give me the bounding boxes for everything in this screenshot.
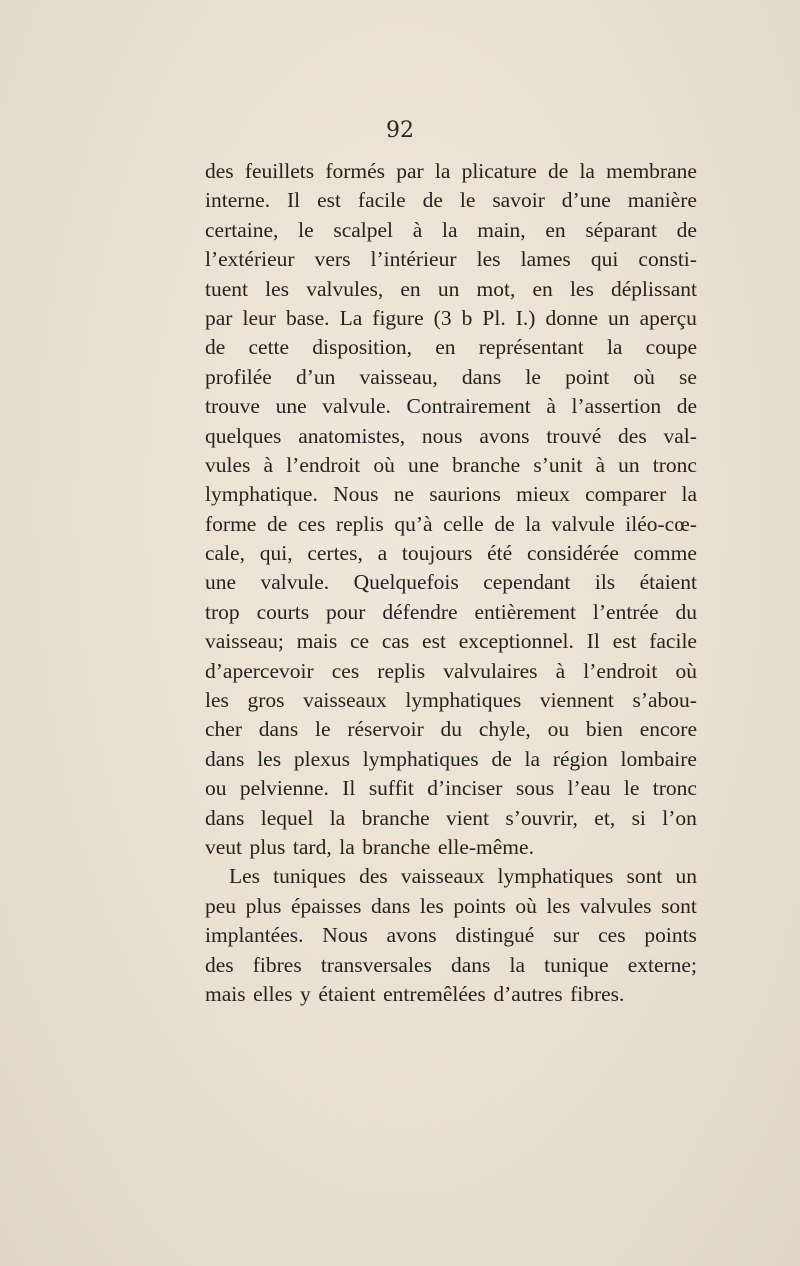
- word: l’extérieur: [205, 247, 295, 272]
- word: est: [422, 629, 446, 654]
- word: pour: [326, 599, 366, 624]
- text-line: [205, 774, 697, 803]
- text-line: [205, 745, 697, 774]
- word: branche: [362, 834, 431, 859]
- word: branche: [361, 805, 430, 830]
- word: à: [546, 394, 556, 419]
- word: le: [298, 217, 314, 242]
- word: valvule.: [322, 394, 391, 419]
- word: est: [612, 629, 637, 654]
- text-line: [205, 862, 697, 891]
- text-line: [205, 275, 697, 304]
- word: des: [359, 864, 388, 889]
- word: vules: [205, 452, 251, 477]
- word: vaisseaux: [400, 864, 485, 889]
- text-line: [205, 627, 697, 656]
- word: d’un: [295, 364, 336, 389]
- text-line: [205, 598, 697, 627]
- word: branche: [452, 452, 521, 477]
- word: suffit: [368, 776, 414, 801]
- word: en: [435, 335, 456, 360]
- word: cependant: [483, 570, 571, 595]
- word: l’endroit: [286, 452, 361, 477]
- word: de: [266, 511, 288, 536]
- word: Nous: [333, 482, 379, 507]
- word: mieux: [516, 482, 570, 507]
- word: par: [205, 305, 233, 330]
- word: donne: [545, 305, 599, 330]
- word: facile: [357, 188, 406, 213]
- word: un: [675, 864, 697, 889]
- word: tard,: [292, 834, 332, 859]
- word: considérée: [526, 541, 619, 566]
- word: en: [532, 276, 553, 301]
- word: valvules: [579, 893, 652, 918]
- word: valvule.: [260, 570, 330, 595]
- word: courts: [256, 599, 310, 624]
- word: d’autres: [493, 981, 563, 1006]
- word: implantées.: [205, 923, 304, 948]
- word: entièrement: [474, 599, 576, 624]
- word: consti-: [638, 247, 697, 272]
- word: la: [434, 159, 451, 183]
- word: la: [606, 335, 623, 360]
- word: saurions: [429, 482, 501, 507]
- word: vaisseau;: [205, 629, 284, 654]
- word: trouve: [205, 394, 260, 419]
- word: I.): [515, 305, 536, 330]
- word: Les: [229, 864, 261, 889]
- word: sont: [661, 893, 697, 918]
- text-line: [205, 157, 697, 186]
- word: Pl.: [482, 305, 506, 330]
- word: d’apercevoir: [205, 658, 314, 683]
- word: épaisses: [290, 893, 362, 918]
- text-line: [205, 451, 697, 480]
- word: avons: [386, 923, 437, 948]
- word: membrane: [606, 159, 697, 183]
- word: Nous: [322, 923, 368, 948]
- word: les: [419, 893, 444, 918]
- word: val-: [663, 423, 697, 448]
- word: sur: [553, 923, 580, 948]
- word: la: [524, 746, 541, 771]
- text-line: [205, 833, 697, 862]
- word: fibres: [252, 952, 302, 977]
- word: nous: [421, 423, 463, 448]
- word: de: [422, 188, 443, 213]
- word: où: [633, 364, 655, 389]
- word: les: [205, 688, 229, 713]
- word: du: [675, 599, 697, 624]
- word: mais: [296, 629, 338, 654]
- word: lymphatiques: [405, 688, 522, 713]
- word: la: [442, 217, 458, 242]
- word: défendre: [382, 599, 458, 624]
- word: distingué: [455, 923, 535, 948]
- word: plicature: [461, 159, 537, 183]
- word: tronc: [652, 452, 697, 477]
- word: lymphatique.: [205, 482, 318, 507]
- word: lequel: [260, 805, 314, 830]
- text-line: [205, 686, 697, 715]
- word: vient: [445, 805, 489, 830]
- word: exceptionnel.: [458, 629, 574, 654]
- text-line: [205, 568, 697, 597]
- word: points: [453, 893, 506, 918]
- word: qui,: [259, 541, 293, 566]
- word: certes,: [307, 541, 363, 566]
- word: les: [265, 276, 290, 301]
- word: chyle,: [478, 717, 531, 742]
- word: dans: [370, 893, 411, 918]
- word: entremêlées: [383, 981, 486, 1006]
- word: de: [676, 217, 697, 242]
- word: (3: [433, 305, 452, 330]
- word: figure: [372, 305, 424, 330]
- word: savoir: [492, 188, 545, 213]
- word: anatomistes,: [298, 423, 406, 448]
- text-line: [205, 715, 697, 744]
- word: où: [515, 893, 537, 918]
- word: lombaire: [620, 746, 697, 771]
- word: les: [257, 746, 282, 771]
- word: tronc: [652, 776, 697, 801]
- text-line: [205, 921, 697, 950]
- page-number: 92: [386, 118, 414, 143]
- word: un: [608, 305, 630, 330]
- word: des: [618, 423, 647, 448]
- word: étaient: [639, 570, 697, 595]
- word: à: [263, 452, 274, 477]
- word: fibres.: [570, 981, 625, 1006]
- word: dans: [205, 746, 245, 771]
- word: iléo-cœ-: [625, 511, 697, 536]
- word: veut: [205, 834, 243, 859]
- word: ne: [393, 482, 414, 507]
- word: gros: [247, 688, 285, 713]
- word: l’eau: [567, 776, 611, 801]
- text-line: [205, 657, 697, 686]
- word: d’une: [561, 188, 611, 213]
- word: une: [205, 570, 237, 595]
- word: lames: [520, 247, 571, 272]
- word: ce: [349, 629, 370, 654]
- word: certaine,: [205, 217, 279, 242]
- word: réservoir: [347, 717, 424, 742]
- word: avons: [479, 423, 530, 448]
- word: dans: [450, 952, 491, 977]
- word: tuent: [205, 276, 248, 301]
- word: cher: [205, 717, 242, 742]
- word: elles: [253, 981, 293, 1006]
- word: à: [595, 452, 605, 477]
- body-text: [205, 157, 697, 1009]
- word: un: [618, 452, 640, 477]
- word: Quelquefois: [353, 570, 459, 595]
- word: externe;: [627, 952, 697, 977]
- word: et,: [594, 805, 616, 830]
- word: trouvé: [546, 423, 602, 448]
- text-line: [205, 510, 697, 539]
- word: celle: [443, 511, 484, 536]
- word: s’ouvrir,: [505, 805, 578, 830]
- word: vers: [314, 247, 351, 272]
- word: la: [509, 952, 525, 977]
- word: si: [631, 805, 646, 830]
- word: le: [459, 188, 476, 213]
- text-line: [205, 804, 697, 833]
- word: de: [491, 746, 512, 771]
- text-line: [205, 480, 697, 509]
- word: l’endroit: [583, 658, 658, 683]
- word: à: [555, 658, 566, 683]
- word: aperçu: [639, 305, 697, 330]
- word: lymphatiques: [497, 864, 614, 889]
- word: tuniques: [273, 864, 346, 889]
- word: les: [569, 276, 594, 301]
- word: cale,: [205, 541, 245, 566]
- word: disposition,: [312, 335, 413, 360]
- word: été: [487, 541, 513, 566]
- word: l’entrée: [592, 599, 659, 624]
- text-line: [205, 980, 697, 1009]
- word: la: [525, 511, 541, 536]
- word: de: [547, 159, 569, 183]
- word: de: [676, 394, 697, 419]
- word: valvulaires: [443, 658, 538, 683]
- word: pelvienne.: [239, 776, 329, 801]
- word: d’inciser: [427, 776, 503, 801]
- word: quelques: [205, 423, 282, 448]
- word: est: [317, 188, 341, 213]
- word: ces: [598, 923, 626, 948]
- text-line: [205, 216, 697, 245]
- word: valvule: [551, 511, 615, 536]
- word: lymphatiques: [362, 746, 479, 771]
- text-line: [205, 333, 697, 362]
- word: la: [681, 482, 697, 507]
- word: en: [400, 276, 421, 301]
- word: plexus: [293, 746, 351, 771]
- word: comparer: [585, 482, 667, 507]
- word: le: [525, 364, 541, 389]
- word: vaisseau,: [359, 364, 438, 389]
- text-line: [205, 892, 697, 921]
- text-line: [205, 422, 697, 451]
- word: La: [339, 305, 363, 330]
- text-line: [205, 245, 697, 274]
- word: séparant: [585, 217, 657, 242]
- word: représentant: [478, 335, 584, 360]
- word: étaient: [318, 981, 376, 1006]
- word: l’assertion: [571, 394, 662, 419]
- word: replis: [377, 658, 426, 683]
- word: Il: [342, 776, 356, 801]
- word: de: [205, 335, 226, 360]
- word: qu’à: [394, 511, 433, 536]
- word: tunique: [544, 952, 609, 977]
- word: formés: [325, 159, 386, 183]
- word: coupe: [645, 335, 697, 360]
- word: du: [440, 717, 463, 742]
- word: s’unit: [533, 452, 583, 477]
- word: main,: [477, 217, 526, 242]
- word: vaisseaux: [303, 688, 387, 713]
- word: la: [339, 834, 355, 859]
- word: elle-même.: [437, 834, 534, 859]
- word: dans: [461, 364, 502, 389]
- text-line: [205, 304, 697, 333]
- text-line: [205, 186, 697, 215]
- word: des: [205, 952, 234, 977]
- word: plus: [245, 893, 282, 918]
- word: l’intérieur: [370, 247, 457, 272]
- word: une: [275, 394, 307, 419]
- word: mais: [205, 981, 246, 1006]
- word: cette: [248, 335, 290, 360]
- word: se: [679, 364, 697, 389]
- word: point: [565, 364, 610, 389]
- word: viennent: [539, 688, 614, 713]
- word: plus: [249, 834, 286, 859]
- word: dans: [205, 805, 245, 830]
- word: les: [546, 893, 571, 918]
- word: Il: [586, 629, 600, 654]
- word: ces: [297, 511, 326, 536]
- word: profilée: [205, 364, 272, 389]
- word: à: [412, 217, 423, 242]
- text-line: [205, 392, 697, 421]
- word: Il: [287, 188, 301, 213]
- word: peu: [205, 893, 237, 918]
- word: par: [396, 159, 424, 183]
- word: région: [552, 746, 608, 771]
- word: interne.: [205, 188, 271, 213]
- text-line: [205, 363, 697, 392]
- text-line: [205, 539, 697, 568]
- word: bien: [585, 717, 623, 742]
- word: mot,: [476, 276, 516, 301]
- word: transversales: [320, 952, 432, 977]
- word: feuillets: [244, 159, 315, 183]
- word: valvules,: [306, 276, 384, 301]
- word: encore: [639, 717, 697, 742]
- word: dans: [258, 717, 299, 742]
- word: ou: [205, 776, 227, 801]
- word: a: [377, 541, 388, 566]
- word: la: [329, 805, 346, 830]
- word: une: [407, 452, 440, 477]
- word: comme: [633, 541, 697, 566]
- word: leur: [242, 305, 276, 330]
- word: Contrairement: [406, 394, 531, 419]
- word: où: [675, 658, 697, 683]
- word: manière: [627, 188, 697, 213]
- word: s’abou-: [632, 688, 697, 713]
- word: facile: [649, 629, 697, 654]
- text-line: [205, 951, 697, 980]
- word: ou: [547, 717, 570, 742]
- word: sont: [626, 864, 663, 889]
- word: l’on: [662, 805, 697, 830]
- word: forme: [205, 511, 257, 536]
- word: sous: [515, 776, 555, 801]
- word: base.: [285, 305, 330, 330]
- word: cas: [381, 629, 410, 654]
- word: y: [300, 981, 311, 1006]
- word: replis: [335, 511, 384, 536]
- word: b: [461, 305, 473, 330]
- word: de: [494, 511, 515, 536]
- word: ils: [594, 570, 616, 595]
- word: qui: [590, 247, 619, 272]
- word: des: [205, 159, 234, 183]
- word: en: [545, 217, 566, 242]
- word: trop: [205, 599, 240, 624]
- word: la: [579, 159, 595, 183]
- word: les: [476, 247, 501, 272]
- word: le: [623, 776, 640, 801]
- word: points: [644, 923, 697, 948]
- word: ces: [331, 658, 360, 683]
- word: où: [373, 452, 395, 477]
- word: scalpel: [333, 217, 394, 242]
- word: déplissant: [610, 276, 697, 301]
- word: le: [315, 717, 331, 742]
- word: un: [437, 276, 460, 301]
- word: toujours: [401, 541, 473, 566]
